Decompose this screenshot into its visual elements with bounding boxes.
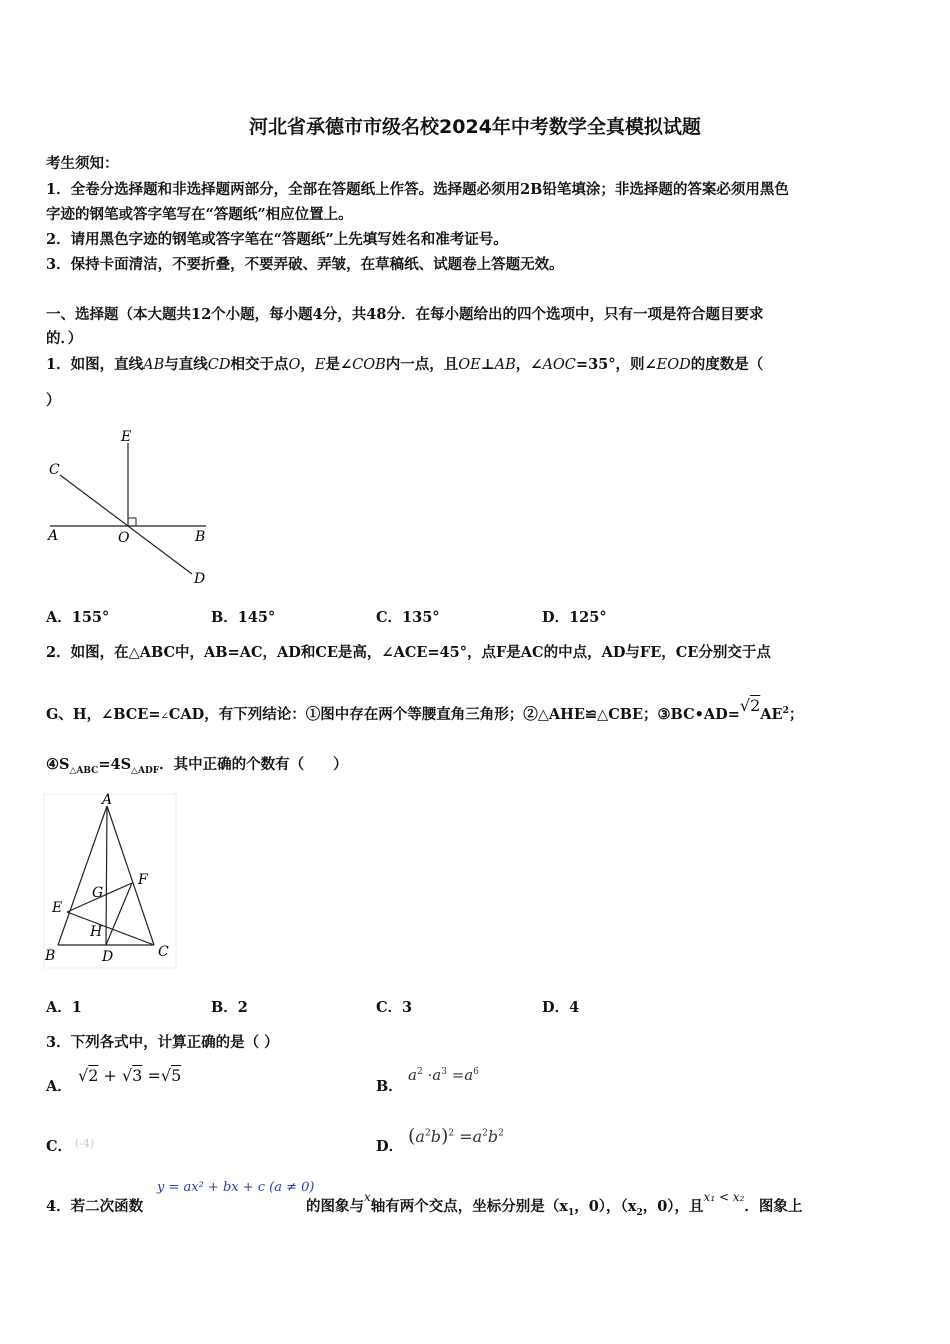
question-3-option-c-expr: (-4) [75, 1137, 95, 1150]
altitude-ad [106, 806, 107, 945]
question-2-option-c[interactable]: C．3 [376, 999, 413, 1016]
sqrt-2: √2 [739, 696, 761, 715]
label-o: O [118, 530, 130, 546]
label-c: C [158, 944, 169, 960]
question-2-stem-line-3: $④S_{\triangle ABC}=4S_{\triangle ADF}$．其中正确的个数有（ ） [46, 756, 348, 776]
question-4-function: y = ax² + bx + c (a ≠ 0) [157, 1180, 315, 1195]
label-b: B [45, 948, 56, 964]
question-2-stem-line-2: G、H，∠BCE=∠CAD，有下列结论：①图中存在两个等腰直角三角形；②△AHE≌△CBE；$③BC•AD=√2AE^2$； [46, 696, 804, 723]
section-heading-line-2: 的．） [46, 330, 83, 347]
right-angle-mark [128, 518, 136, 526]
label-b: B [195, 529, 206, 545]
label-a: A [48, 528, 59, 544]
question-3-option-d-expr: $(a^2b)^2 =a^2b^2$ [408, 1125, 504, 1147]
line-cd [60, 475, 192, 574]
question-3-option-b[interactable]: B． [376, 1078, 403, 1095]
question-1-stem: 1．如图，直线AB与直线CD相交于点O，E是∠COB内一点，且OE⊥AB，∠AOC=35°，则∠EOD的度数是（ [46, 356, 764, 373]
question-2-figure [40, 790, 180, 970]
notice-item-1-line-1: 1．全卷分选择题和非选择题两部分，全部在答题纸上作答。选择题必须用2B铅笔填涂；非选择题的答案必须用黑色 [46, 181, 789, 198]
label-f: F [138, 872, 148, 888]
notice-item-1-line-2: 字迹的钢笔或答字笔写在“答题纸”相应位置上。 [46, 206, 353, 223]
question-2-option-b[interactable]: B．2 [211, 999, 248, 1016]
question-3-option-a-expr: √2 + √3 =√5 [78, 1066, 182, 1085]
question-1-option-b[interactable]: B．145° [211, 609, 276, 626]
label-d: D [102, 949, 114, 965]
notice-item-2: 2．请用黑色字迹的钢笔或答字笔在“答题纸”上先填写姓名和准考证号。 [46, 231, 508, 248]
question-2-option-d[interactable]: D．4 [542, 999, 580, 1016]
label-c: C [49, 462, 60, 478]
label-d: D [194, 571, 206, 587]
label-e: E [121, 429, 132, 445]
page-title: 河北省承德市市级名校2024年中考数学全真模拟试题 [249, 116, 701, 138]
notice-heading: 考生须知： [46, 155, 119, 172]
question-3-stem: 3．下列各式中，计算正确的是（ ） [46, 1034, 279, 1051]
altitude-ce [67, 912, 154, 945]
label-e: E [52, 900, 63, 916]
label-h: H [90, 924, 103, 940]
question-3-option-a[interactable]: A． [46, 1078, 72, 1095]
label-a: A [102, 792, 113, 808]
question-1-option-c[interactable]: C．135° [376, 609, 440, 626]
question-1-figure [40, 425, 220, 590]
question-1-option-d[interactable]: D．125° [542, 609, 607, 626]
question-4-stem-middle: 的图象与$^x$轴有两个交点，坐标分别是（$x_1$，0），（$x_2$，0），且$^{x_1 < x_2}$．图象上 [306, 1190, 803, 1218]
question-3-option-d[interactable]: D． [376, 1138, 404, 1155]
label-g: G [92, 885, 104, 901]
question-1-option-a[interactable]: A．155° [46, 609, 110, 626]
question-2-stem-line-1: 2．如图，在△ABC中，AB=AC，AD和CE是高，∠ACE=45°，点F是AC的中点，AD与FE，CE分别交于点 [46, 644, 771, 661]
section-heading-line-1: 一、选择题（本大题共12个小题，每小题4分，共48分．在每小题给出的四个选项中，只有一项是符合题目要求 [46, 306, 764, 323]
question-1-close-paren: ） [46, 392, 61, 409]
question-3-option-b-expr: $a^2 \cdot a^3 =a^6$ [408, 1066, 479, 1084]
question-3-option-c[interactable]: C． [46, 1138, 73, 1155]
notice-item-3: 3．保持卡面清洁，不要折叠，不要弄破、弄皱，在草稿纸、试题卷上答题无效。 [46, 256, 564, 273]
question-2-option-a[interactable]: A．1 [46, 999, 82, 1016]
question-4-stem-start: 4．若二次函数 [46, 1198, 144, 1215]
